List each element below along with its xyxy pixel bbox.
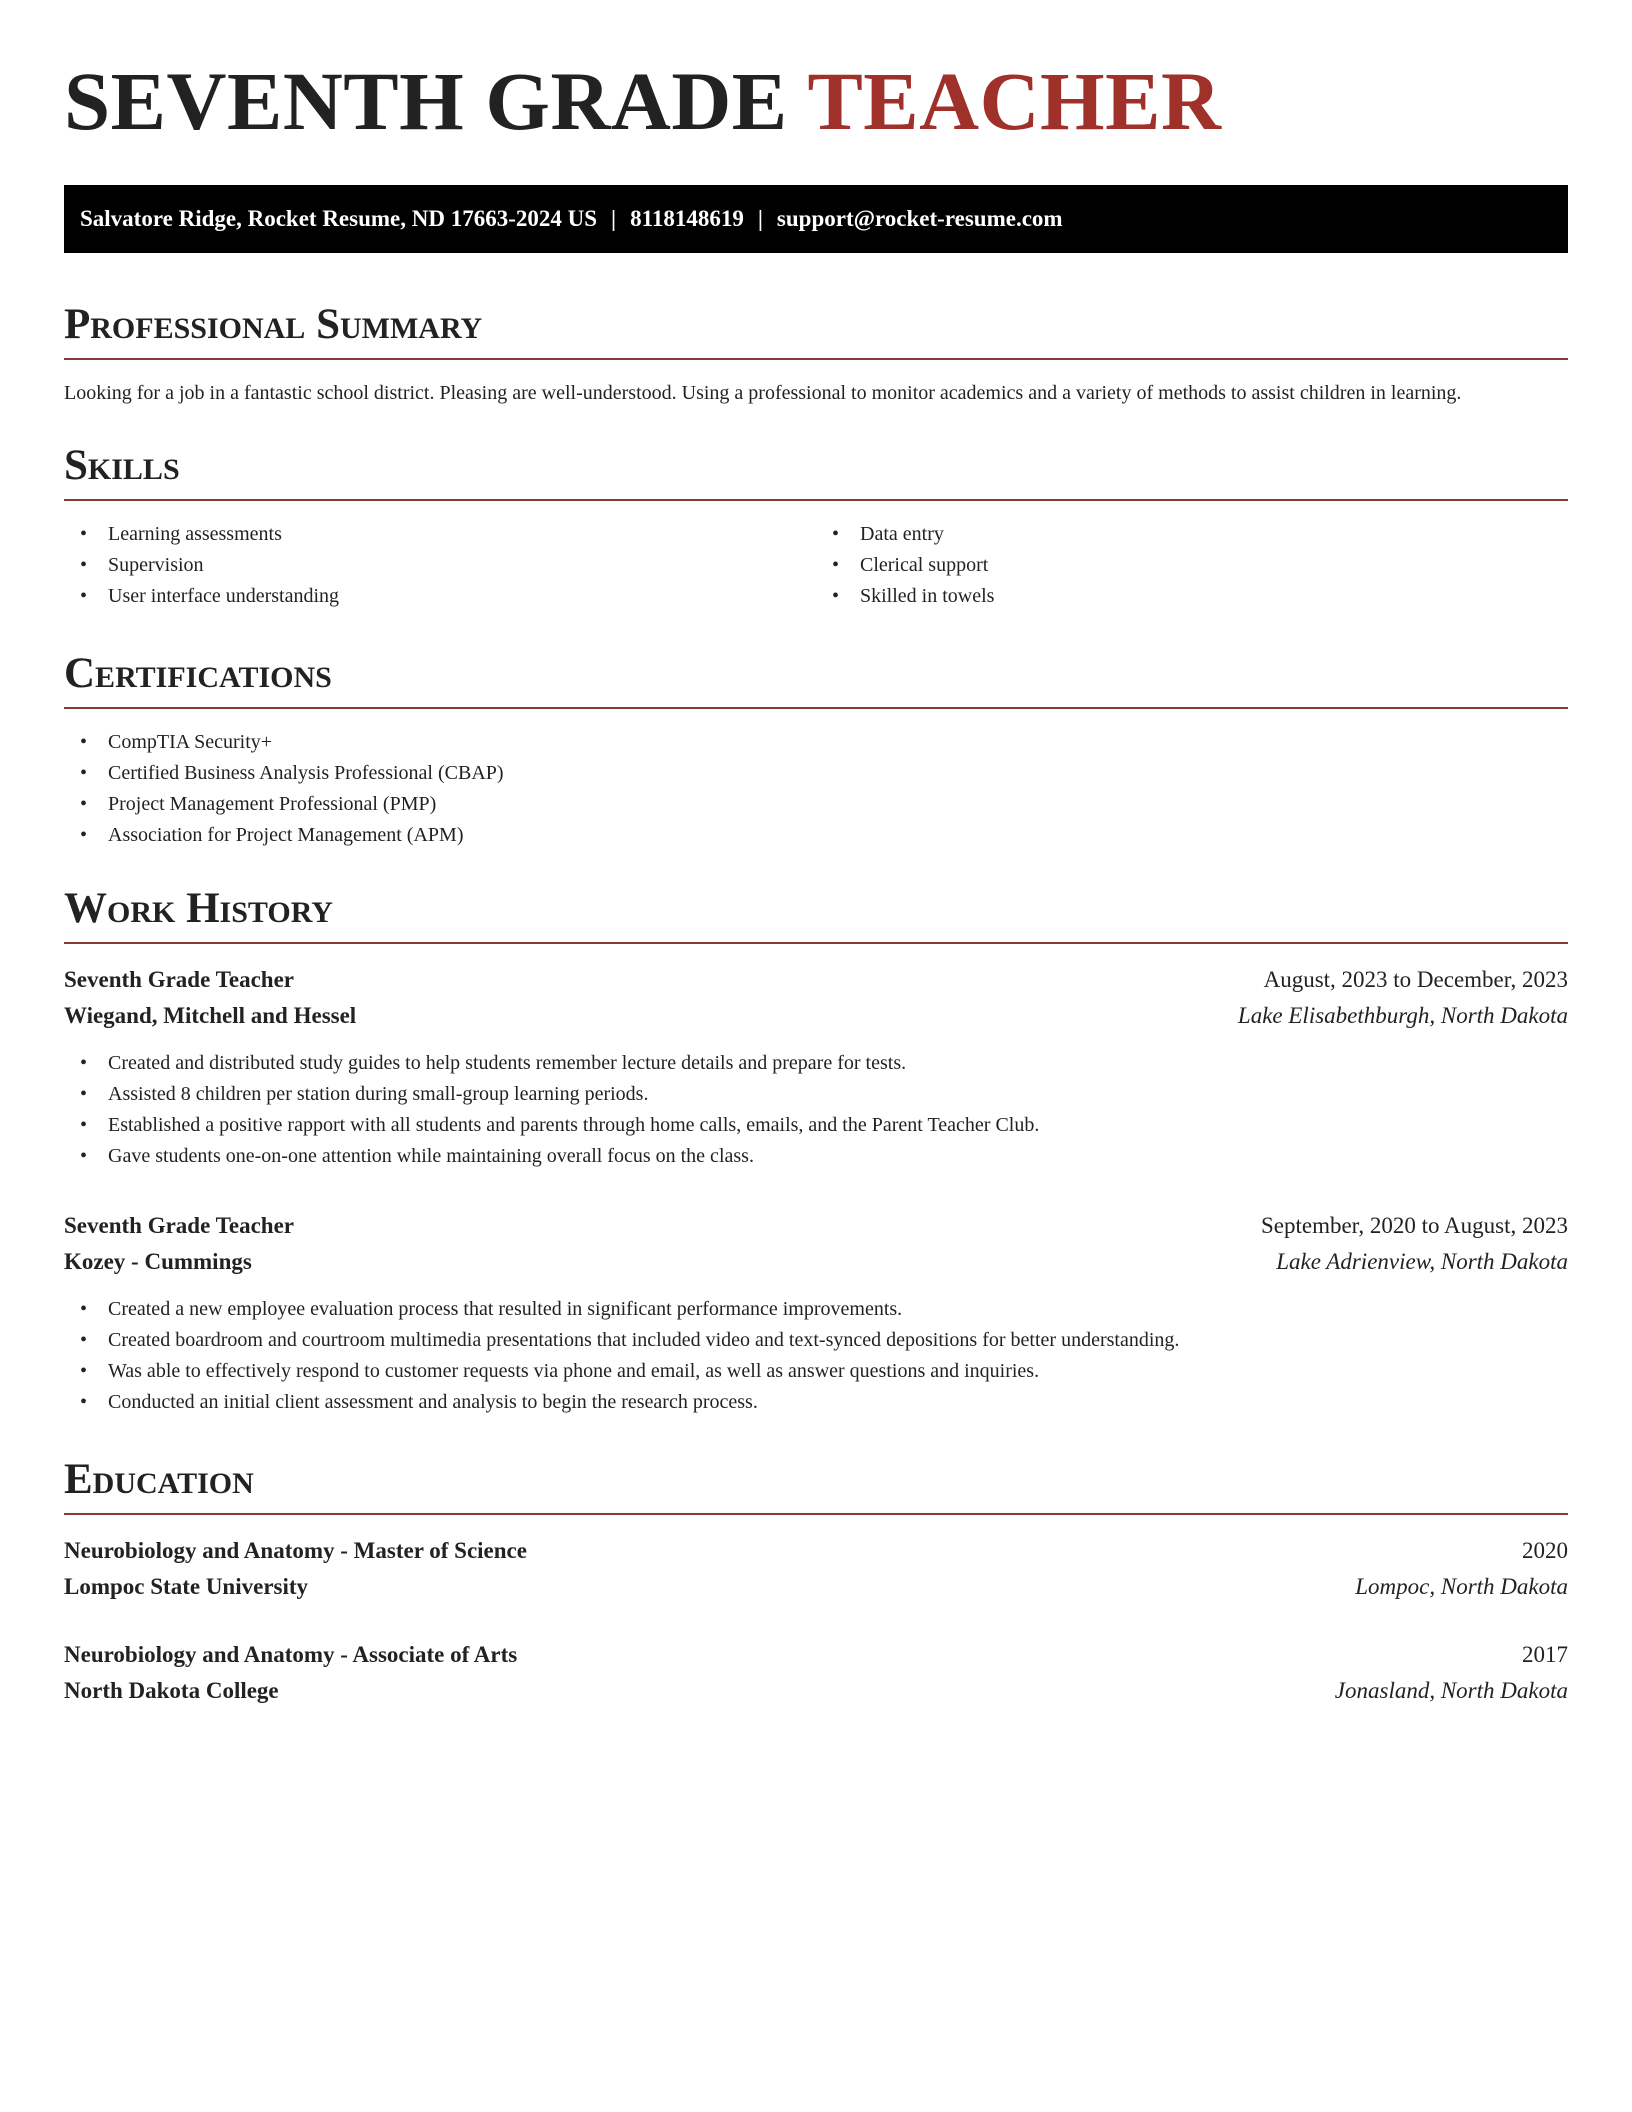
skill-item: • Skilled in towels [816, 581, 1568, 612]
education-location: Jonasland, North Dakota [1334, 1678, 1568, 1703]
education-entry [64, 1637, 1568, 1709]
education-school: Lompoc State University [64, 1574, 309, 1599]
skills-grid [64, 519, 1568, 612]
skills-column-left [64, 519, 816, 612]
education-school: North Dakota College [64, 1678, 279, 1703]
job-company-row [64, 998, 1568, 1034]
contact-bar [64, 185, 1568, 253]
education-degree: Neurobiology and Anatomy - Master of Science [64, 1538, 527, 1563]
contact-separator: | [611, 206, 617, 231]
education-degree-row [64, 1533, 1568, 1569]
certification-item: • Project Management Professional (PMP) [64, 789, 1568, 820]
education-entry [64, 1533, 1568, 1605]
job-location: Lake Elisabethburgh, North Dakota [1237, 1003, 1568, 1028]
education-school-row [64, 1569, 1568, 1605]
job-bullet: • Established a positive rapport with all students and parents through home calls, emails, and the Parent Teacher Club. [64, 1110, 1568, 1141]
summary-text: Looking for a job in a fantastic school district. Pleasing are well-understood. Using a professional to monitor academics and a variety of methods to assist children in learning. [64, 382, 1462, 404]
education-year: 2017 [1522, 1642, 1568, 1667]
job-bullet: • Created a new employee evaluation process that resulted in significant performance improvements. [64, 1294, 1568, 1325]
work-history-heading: Work History [64, 887, 1568, 944]
job-company-row [64, 1244, 1568, 1280]
certifications-list [64, 727, 1568, 851]
job-bullets [64, 1294, 1568, 1418]
job-dates: August, 2023 to December, 2023 [1263, 967, 1568, 992]
job-header-row [64, 962, 1568, 998]
education-degree: Neurobiology and Anatomy - Associate of Arts [64, 1642, 518, 1667]
skill-item: • User interface understanding [64, 581, 816, 612]
education-location: Lompoc, North Dakota [1355, 1574, 1568, 1599]
skill-item: • Data entry [816, 519, 1568, 550]
skill-item: • Clerical support [816, 550, 1568, 581]
job-dates: September, 2020 to August, 2023 [1260, 1213, 1568, 1238]
job-bullet: • Gave students one-on-one attention while maintaining overall focus on the class. [64, 1141, 1568, 1172]
job-header-row [64, 1208, 1568, 1244]
job-entry [64, 1208, 1568, 1418]
contact-phone: 8118148619 [630, 206, 744, 231]
skills-heading: Skills [64, 444, 1568, 501]
certification-item: • Association for Project Management (APM) [64, 820, 1568, 851]
job-bullet: • Conducted an initial client assessment and analysis to begin the research process. [64, 1387, 1568, 1418]
job-bullet: • Created boardroom and courtroom multimedia presentations that included video and text-synced depositions for better understanding. [64, 1325, 1568, 1356]
job-bullet: • Was able to effectively respond to customer requests via phone and email, as well as answer questions and inquiries. [64, 1356, 1568, 1387]
title-main: SEVENTH GRADE [64, 55, 788, 147]
resume-title [64, 0, 1568, 147]
job-title: Seventh Grade Teacher [64, 967, 294, 992]
job-company: Kozey - Cummings [64, 1249, 252, 1274]
contact-email: support@rocket-resume.com [776, 206, 1063, 231]
job-location: Lake Adrienview, North Dakota [1276, 1249, 1568, 1274]
contact-address: Salvatore Ridge, Rocket Resume, ND 17663-2024 US [80, 206, 598, 231]
job-bullet: • Assisted 8 children per station during small-group learning periods. [64, 1079, 1568, 1110]
contact-separator: | [757, 206, 763, 231]
skills-column-right [816, 519, 1568, 612]
job-company: Wiegand, Mitchell and Hessel [64, 1003, 357, 1028]
education-degree-row [64, 1637, 1568, 1673]
certification-item: • Certified Business Analysis Professional (CBAP) [64, 758, 1568, 789]
skill-item: • Learning assessments [64, 519, 816, 550]
certification-item: • CompTIA Security+ [64, 727, 1568, 758]
education-school-row [64, 1673, 1568, 1709]
job-bullet: • Created and distributed study guides to help students remember lecture details and prepare for tests. [64, 1048, 1568, 1079]
education-heading: Education [64, 1458, 1568, 1515]
summary-heading: Professional Summary [64, 303, 1568, 360]
certifications-heading: Certifications [64, 652, 1568, 709]
title-accent: TEACHER [807, 55, 1222, 147]
job-title: Seventh Grade Teacher [64, 1213, 294, 1238]
education-year: 2020 [1522, 1538, 1568, 1563]
job-bullets [64, 1048, 1568, 1172]
job-entry [64, 962, 1568, 1172]
skill-item: • Supervision [64, 550, 816, 581]
